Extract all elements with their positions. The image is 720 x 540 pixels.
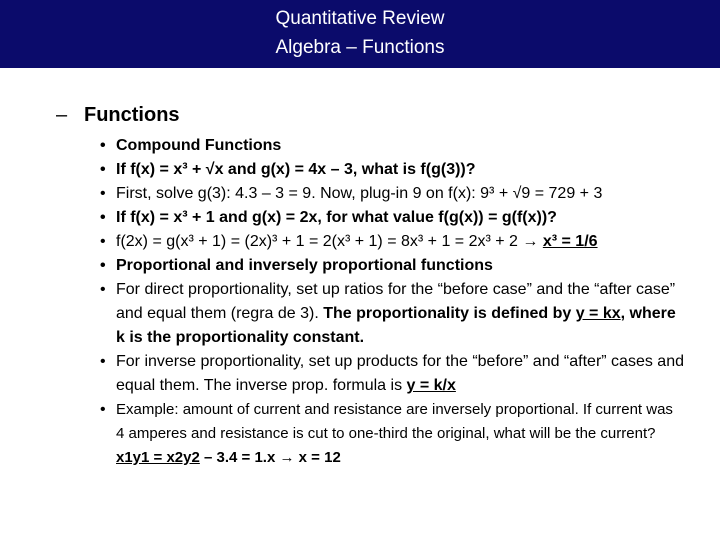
bullet-icon: • <box>100 161 106 178</box>
item-bold-text: – 3.4 = 1.x <box>199 449 280 466</box>
list-item <box>100 398 685 470</box>
item-text: Compound Functions <box>116 137 282 154</box>
bullet-icon: • <box>100 257 106 274</box>
item-text: First, solve g(3): 4.3 – 3 = 9. Now, plug-in 9 on f(x): 9³ + √9 = 729 + 3 <box>116 185 603 202</box>
list-item <box>100 206 685 230</box>
item-result: x = 12 <box>294 449 341 466</box>
item-text: If f(x) = x³ + 1 and g(x) = 2x, for what value f(g(x)) = g(f(x))? <box>116 209 557 226</box>
bullet-icon: • <box>100 185 106 202</box>
item-result: x³ = 1/6 <box>542 233 598 250</box>
list-item <box>100 254 685 278</box>
slide-header <box>0 0 720 68</box>
list-item <box>100 278 685 350</box>
list-item <box>100 158 685 182</box>
list-item <box>100 350 685 398</box>
bullet-icon: • <box>100 137 106 154</box>
item-formula: x1y1 = x2y2 <box>116 449 200 466</box>
bullet-icon: • <box>100 233 106 250</box>
bullet-list <box>100 134 685 470</box>
header-subtitle: Algebra – Functions <box>275 37 445 58</box>
item-text: For inverse proportionality, set up products for the “before” and “after” cases and equal them. The inverse prop. formula is <box>116 353 684 394</box>
bullet-icon: • <box>100 209 106 226</box>
bullet-icon: • <box>100 353 106 370</box>
item-text: For direct proportionality, set up ratios for the “before case” and the “after case” and equal them (regra de 3). <box>116 281 676 322</box>
bullet-icon: • <box>100 281 106 298</box>
item-text: Example: amount of current and resistance are inversely proportional. If current was 4 amperes and resistance is cut to one-third the original, what will be the current? <box>116 401 673 442</box>
bullet-icon: • <box>100 401 106 418</box>
item-bold-text: The proportionality is defined by <box>323 305 576 322</box>
section-heading <box>56 103 180 127</box>
section-title: Functions <box>84 104 180 126</box>
arrow-right-icon: → <box>522 233 539 250</box>
item-text: Proportional and inversely proportional functions <box>116 257 493 274</box>
list-item <box>100 134 685 158</box>
item-bold-text: , where k is the proportionality constant. <box>116 305 676 346</box>
arrow-right-icon: → <box>279 449 295 466</box>
header-title: Quantitative Review <box>275 8 445 29</box>
list-item <box>100 182 685 206</box>
item-formula: y = k/x <box>406 377 456 394</box>
item-formula: y = kx <box>575 305 621 322</box>
section-dash: – <box>56 104 68 126</box>
list-item <box>100 230 685 254</box>
item-text: f(2x) = g(x³ + 1) = (2x)³ + 1 = 2(x³ + 1) = 8x³ + 1 = 2x³ + 2 <box>116 233 523 250</box>
item-text: If f(x) = x³ + √x and g(x) = 4x – 3, what is f(g(3))? <box>116 161 476 178</box>
